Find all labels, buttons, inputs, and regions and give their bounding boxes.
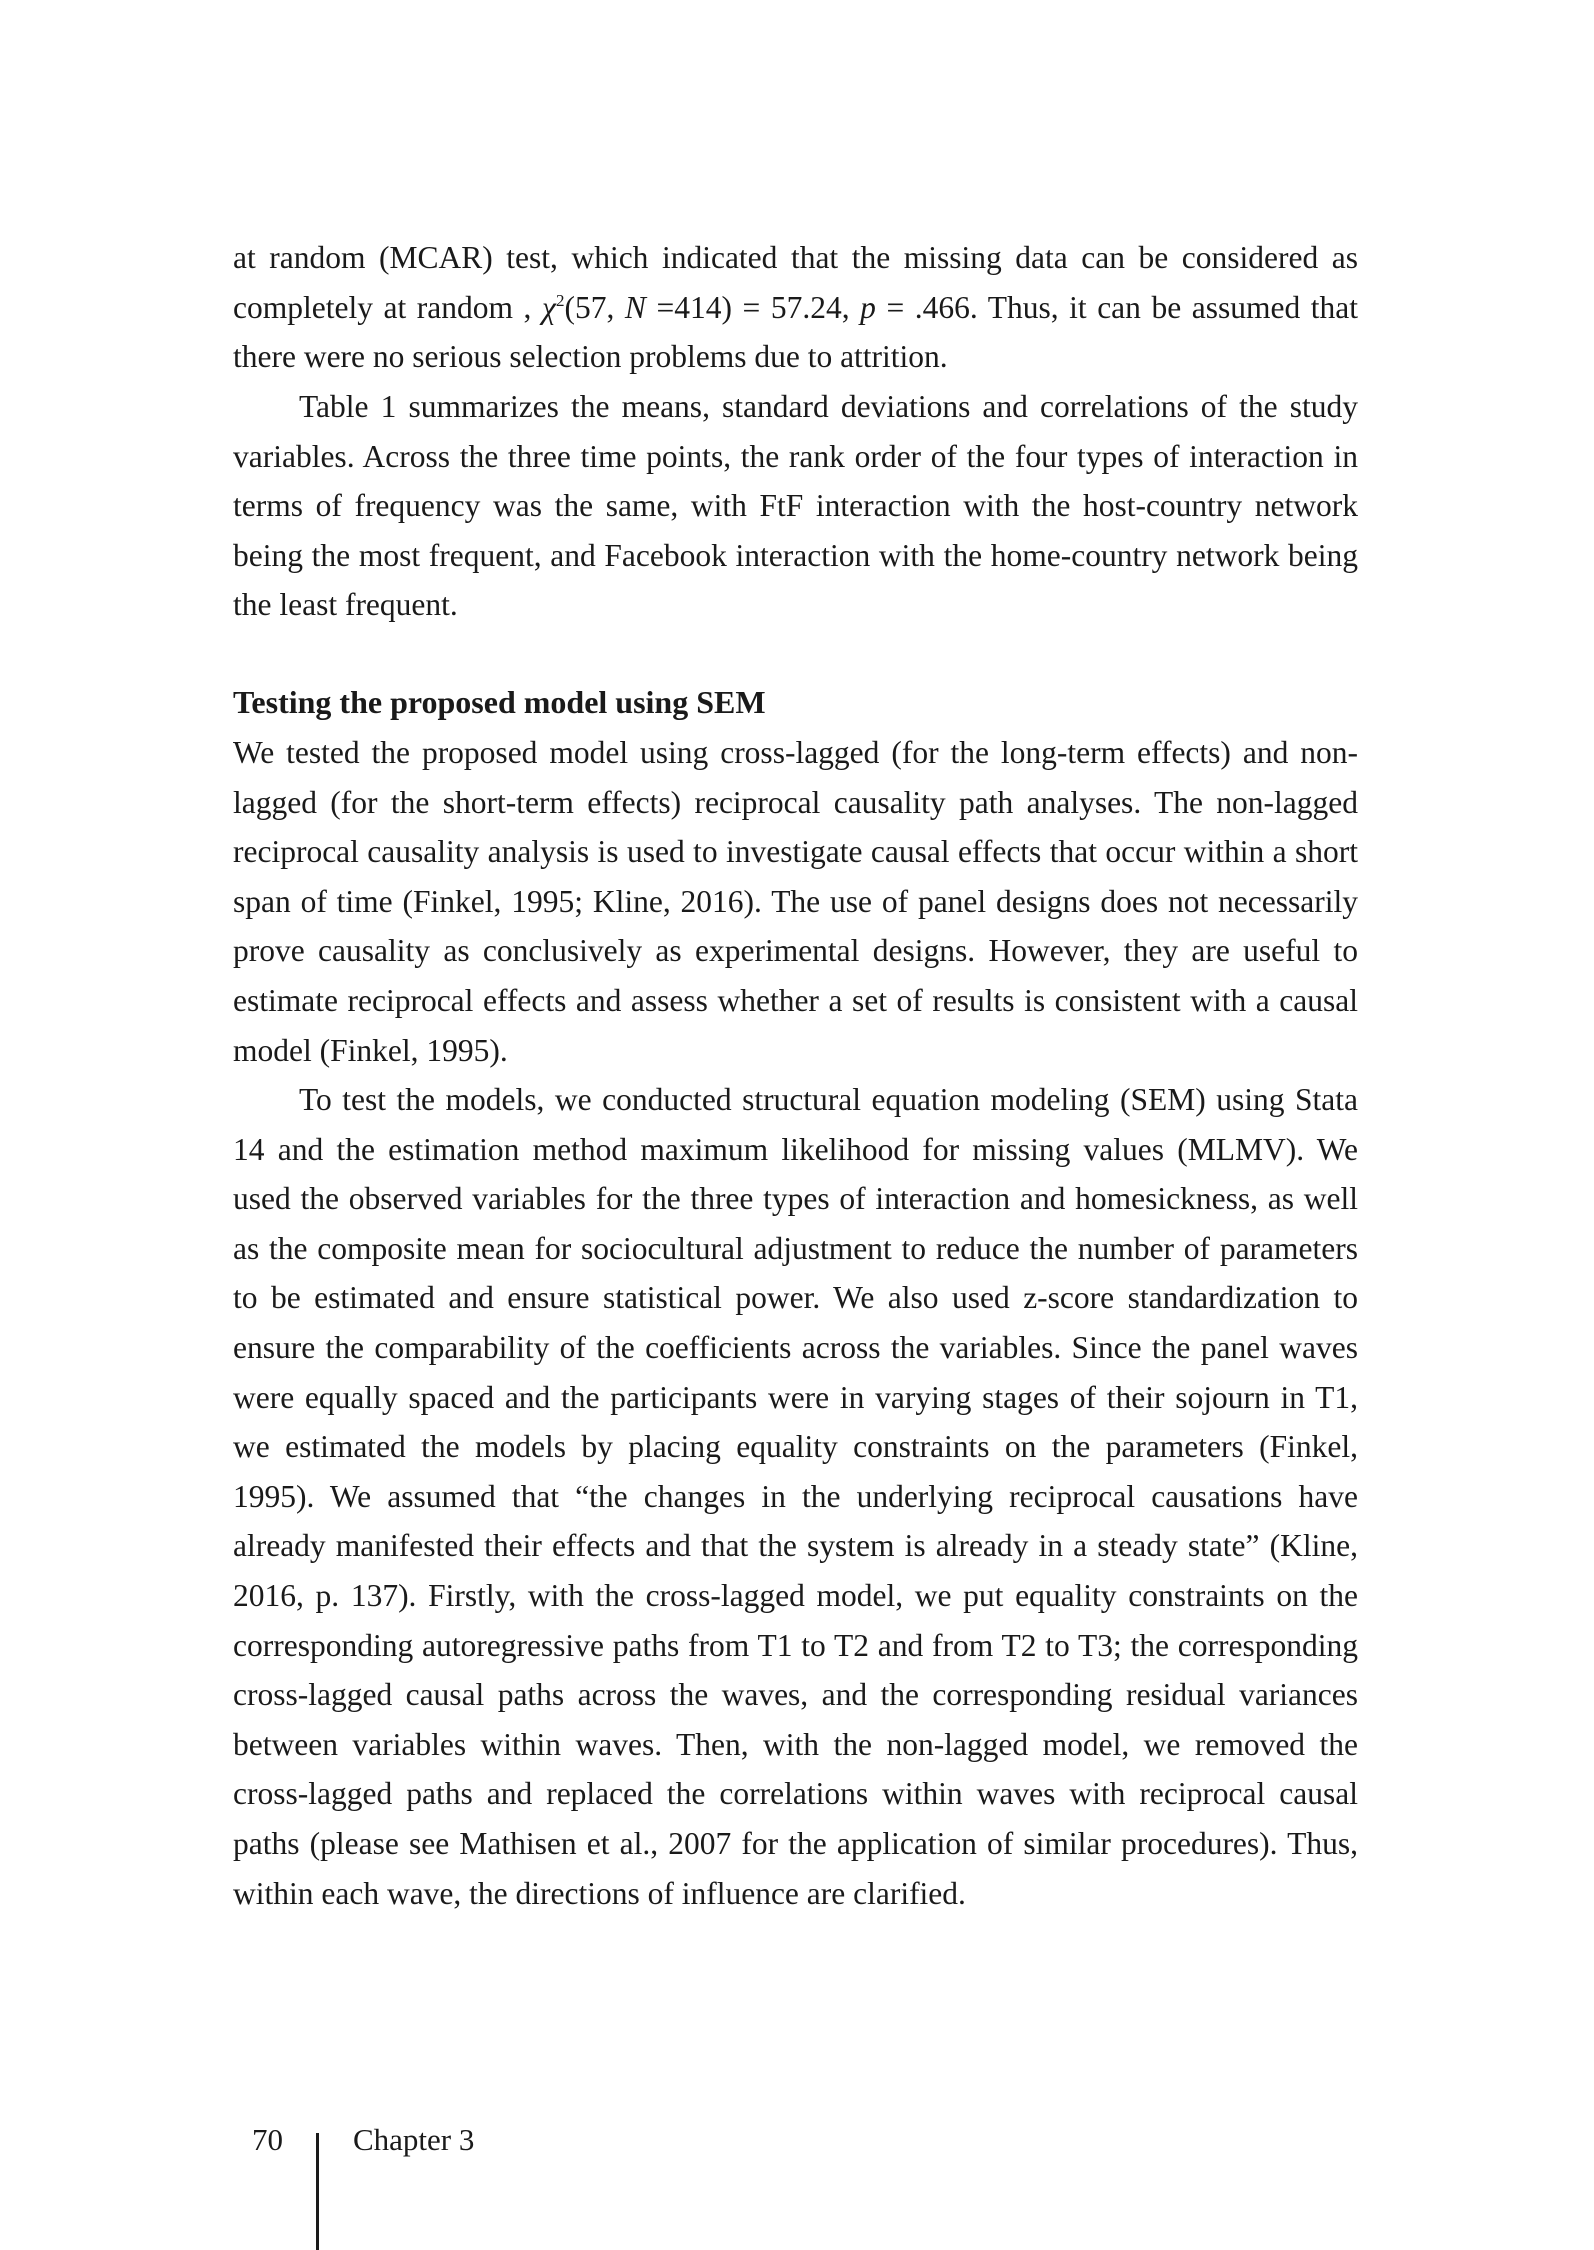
chapter-label: Chapter 3 [353,2122,475,2157]
paragraph-sem-procedure: To test the models, we conducted structural equation modeling (SEM) using Stata 14 and the estimation method maximum likelihood for missing values (MLMV). We used the observed variables for the three types of interaction and homesickness, as well as the composite mean for sociocultural adjustment to reduce the number of parameters to be estimated and ensure statistical power. We also used z-score standardization to ensure the comparability of the coefficients across the variables. Since the panel waves were equally spaced and the participants were in varying stages of their sojourn in T1, we estimated the models by placing equality constraints on the parameters (Finkel, 1995). We assumed that “the changes in the underlying reciprocal causations have already manifested their effects and that the system is already in a steady state” (Kline, 2016, p. 137). Firstly, with the cross-lagged model, we put equality constraints on the corresponding autoregressive paths from T1 to T2 and from T2 to T3; the corresponding cross-lagged causal paths across the waves, and the corresponding residual variances between variables within waves. Then, with the non-lagged model, we removed the cross-lagged paths and replaced the correlations within waves with reciprocal causal paths (please see Mathisen et al., 2007 for the application of similar procedures). Thus, within each wave, the directions of influence are clarified. [233,1082,1358,1911]
paragraph-model-testing: We tested the proposed model using cross-lagged (for the long-term effects) and non-lagged (for the short-term effects) reciprocal causality path analyses. The non-lagged reciprocal causality analysis is used to investigate causal effects that occur within a short span of time (Finkel, 1995; Kline, 2016). The use of panel designs does not necessarily prove causality as conclusively as experimental designs. However, they are useful to estimate reciprocal effects and assess whether a set of results is consistent with a causal model (Finkel, 1995). [233,735,1358,1068]
footer-divider [316,2133,319,2250]
paragraph-table-summary: Table 1 summarizes the means, standard deviations and correlations of the study variables. Across the three time points, the rank order of the four types of interaction in terms of frequency was the same, with FtF interaction with the host-country network being the most frequent, and Facebook interaction with the home-country network being the least frequent. [233,389,1358,623]
chi-symbol: χ [541,289,556,325]
page-number: 70 [252,2122,283,2157]
section-heading: Testing the proposed model using SEM [233,684,766,720]
paragraph-mcar-result: at random (MCAR) test, which indicated that the missing data can be considered as completely at random , $\chi^2(57$, N =414) = 57.24, p = .466. Thus, it can be assumed that there were no serious selection problems due to attrition. [233,240,1358,375]
